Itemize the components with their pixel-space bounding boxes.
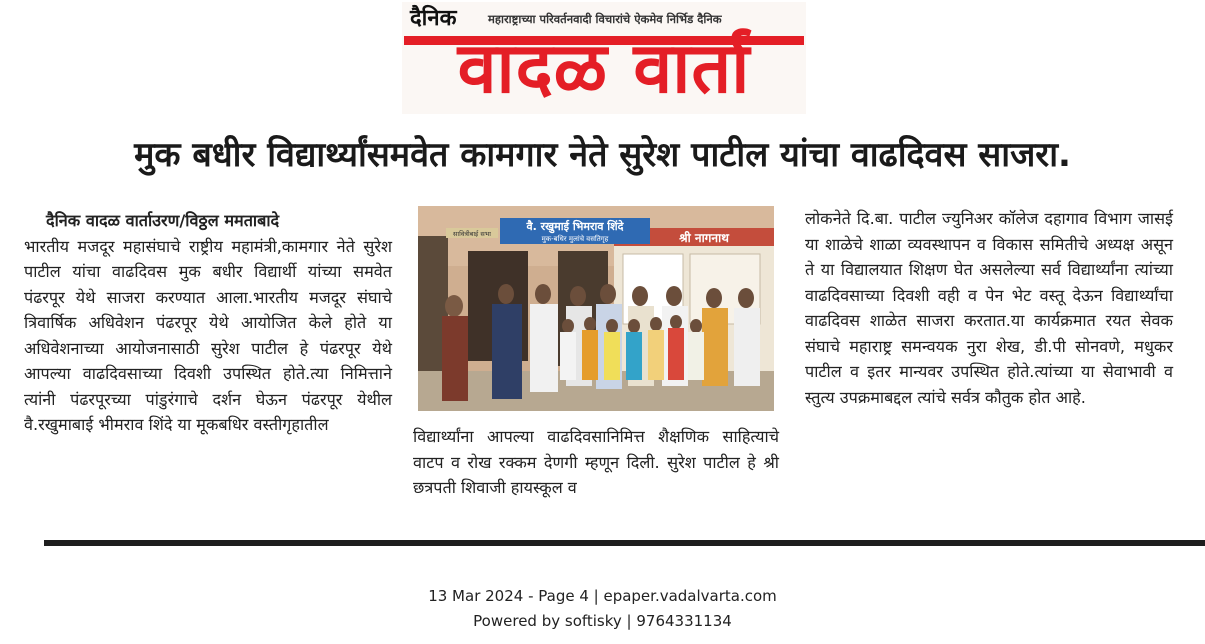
photo-illustration [418, 206, 774, 411]
footer-date-line: 13 Mar 2024 - Page 4 | epaper.vadalvarta.com [428, 587, 777, 605]
masthead-dainik: दैनिक [410, 6, 457, 31]
photo-sign-right: श्री नागनाथ [679, 231, 729, 245]
article-column-1-text: भारतीय मजदूर महासंघाचे राष्ट्रीय महामंत्री,कामगार नेते सुरेश पाटील यांचा वाढदिवस मुक बधीर विद्यार्थी यांच्या समवेत पंढरपूर येथे साजरा करण्यात आला.भारतीय मजदूर संघाचे त्रिवार्षिक अधिवेशन पंढरपूर येथे आयोजित केले होते या अधिवेशनाच्या आयोजनासाठी सुरेश पाटील हे पंढरपूर येथे आपल्या वाढदिवसाच्या दिवशी उपस्थित होते.त्या निमित्ताने त्यांनी पंढरपूरच्या पांडुरंगाचे दर्शन घेऊन पंढरपूर येथील वै.रखुमाबाई भीमराव शिंदे या मूकबधिर वस्तीगृहातील [24, 236, 392, 434]
photo-banner-subtitle: मुक-बधिर मुलांचे वसतिगृह [541, 235, 609, 243]
masthead [402, 2, 806, 114]
article-column-3: लोकनेते दि.बा. पाटील ज्युनिअर कॉलेज दहागाव विभाग जासई या शाळेचे शाळा व्यवस्थापन व विकास समितीचे अध्यक्ष असून ते या विद्यालयात शिक्षण घेत असलेल्या सर्व विद्यार्थ्यांना त्यांच्या वाढदिवसाच्या दिवशी वही व पेन भेट वस्तू देऊन विद्यार्थ्यांचा वाढदिवस शाळेत साजरा करतात.या कार्यक्रमात रयत सेवक संघाचे महाराष्ट्र समन्वयक नुरा शेख, डी.पी सोनवणे, मधुकर पाटील व इतर मान्यवर उपस्थित होते.त्यांच्या या सेवाभावी व स्तुत्य उपक्रमाबद्दल त्यांचे सर्वत्र कौतुक होत आहे. [805, 209, 1173, 407]
page-divider [44, 540, 1205, 546]
masthead-tagline: महाराष्ट्राच्या परिवर्तनवादी विचारांचे ऐकमेव निर्भिड दैनिक [488, 12, 722, 26]
footer-powered-by: Powered by softisky | 9764331134 [473, 612, 732, 630]
page-footer [0, 584, 1205, 634]
article-photo [418, 206, 774, 411]
article-headline: मुक बधीर विद्यार्थ्यांसमवेत कामगार नेते सुरेश पाटील यांचा वाढदिवस साजरा. [134, 135, 1071, 175]
photo-sign-left: सावित्रीबाई सभा [453, 230, 491, 238]
article-column-2: विद्यार्थ्यांना आपल्या वाढदिवसानिमित्त शैक्षणिक साहित्याचे वाटप व रोख रक्कम देणगी म्हणून दिली. सुरेश पाटील हे श्री छत्रपती शिवाजी हायस्कूल व [413, 427, 779, 497]
masthead-title: वादळ वार्ता [457, 27, 751, 109]
article-byline: दैनिक वादळ वार्ताउरण/विठ्ठल ममताबादे [46, 211, 280, 230]
article-column-1 [24, 208, 392, 438]
photo-banner-title: वै. रखुमाई भिमराव शिंदे [526, 220, 624, 233]
